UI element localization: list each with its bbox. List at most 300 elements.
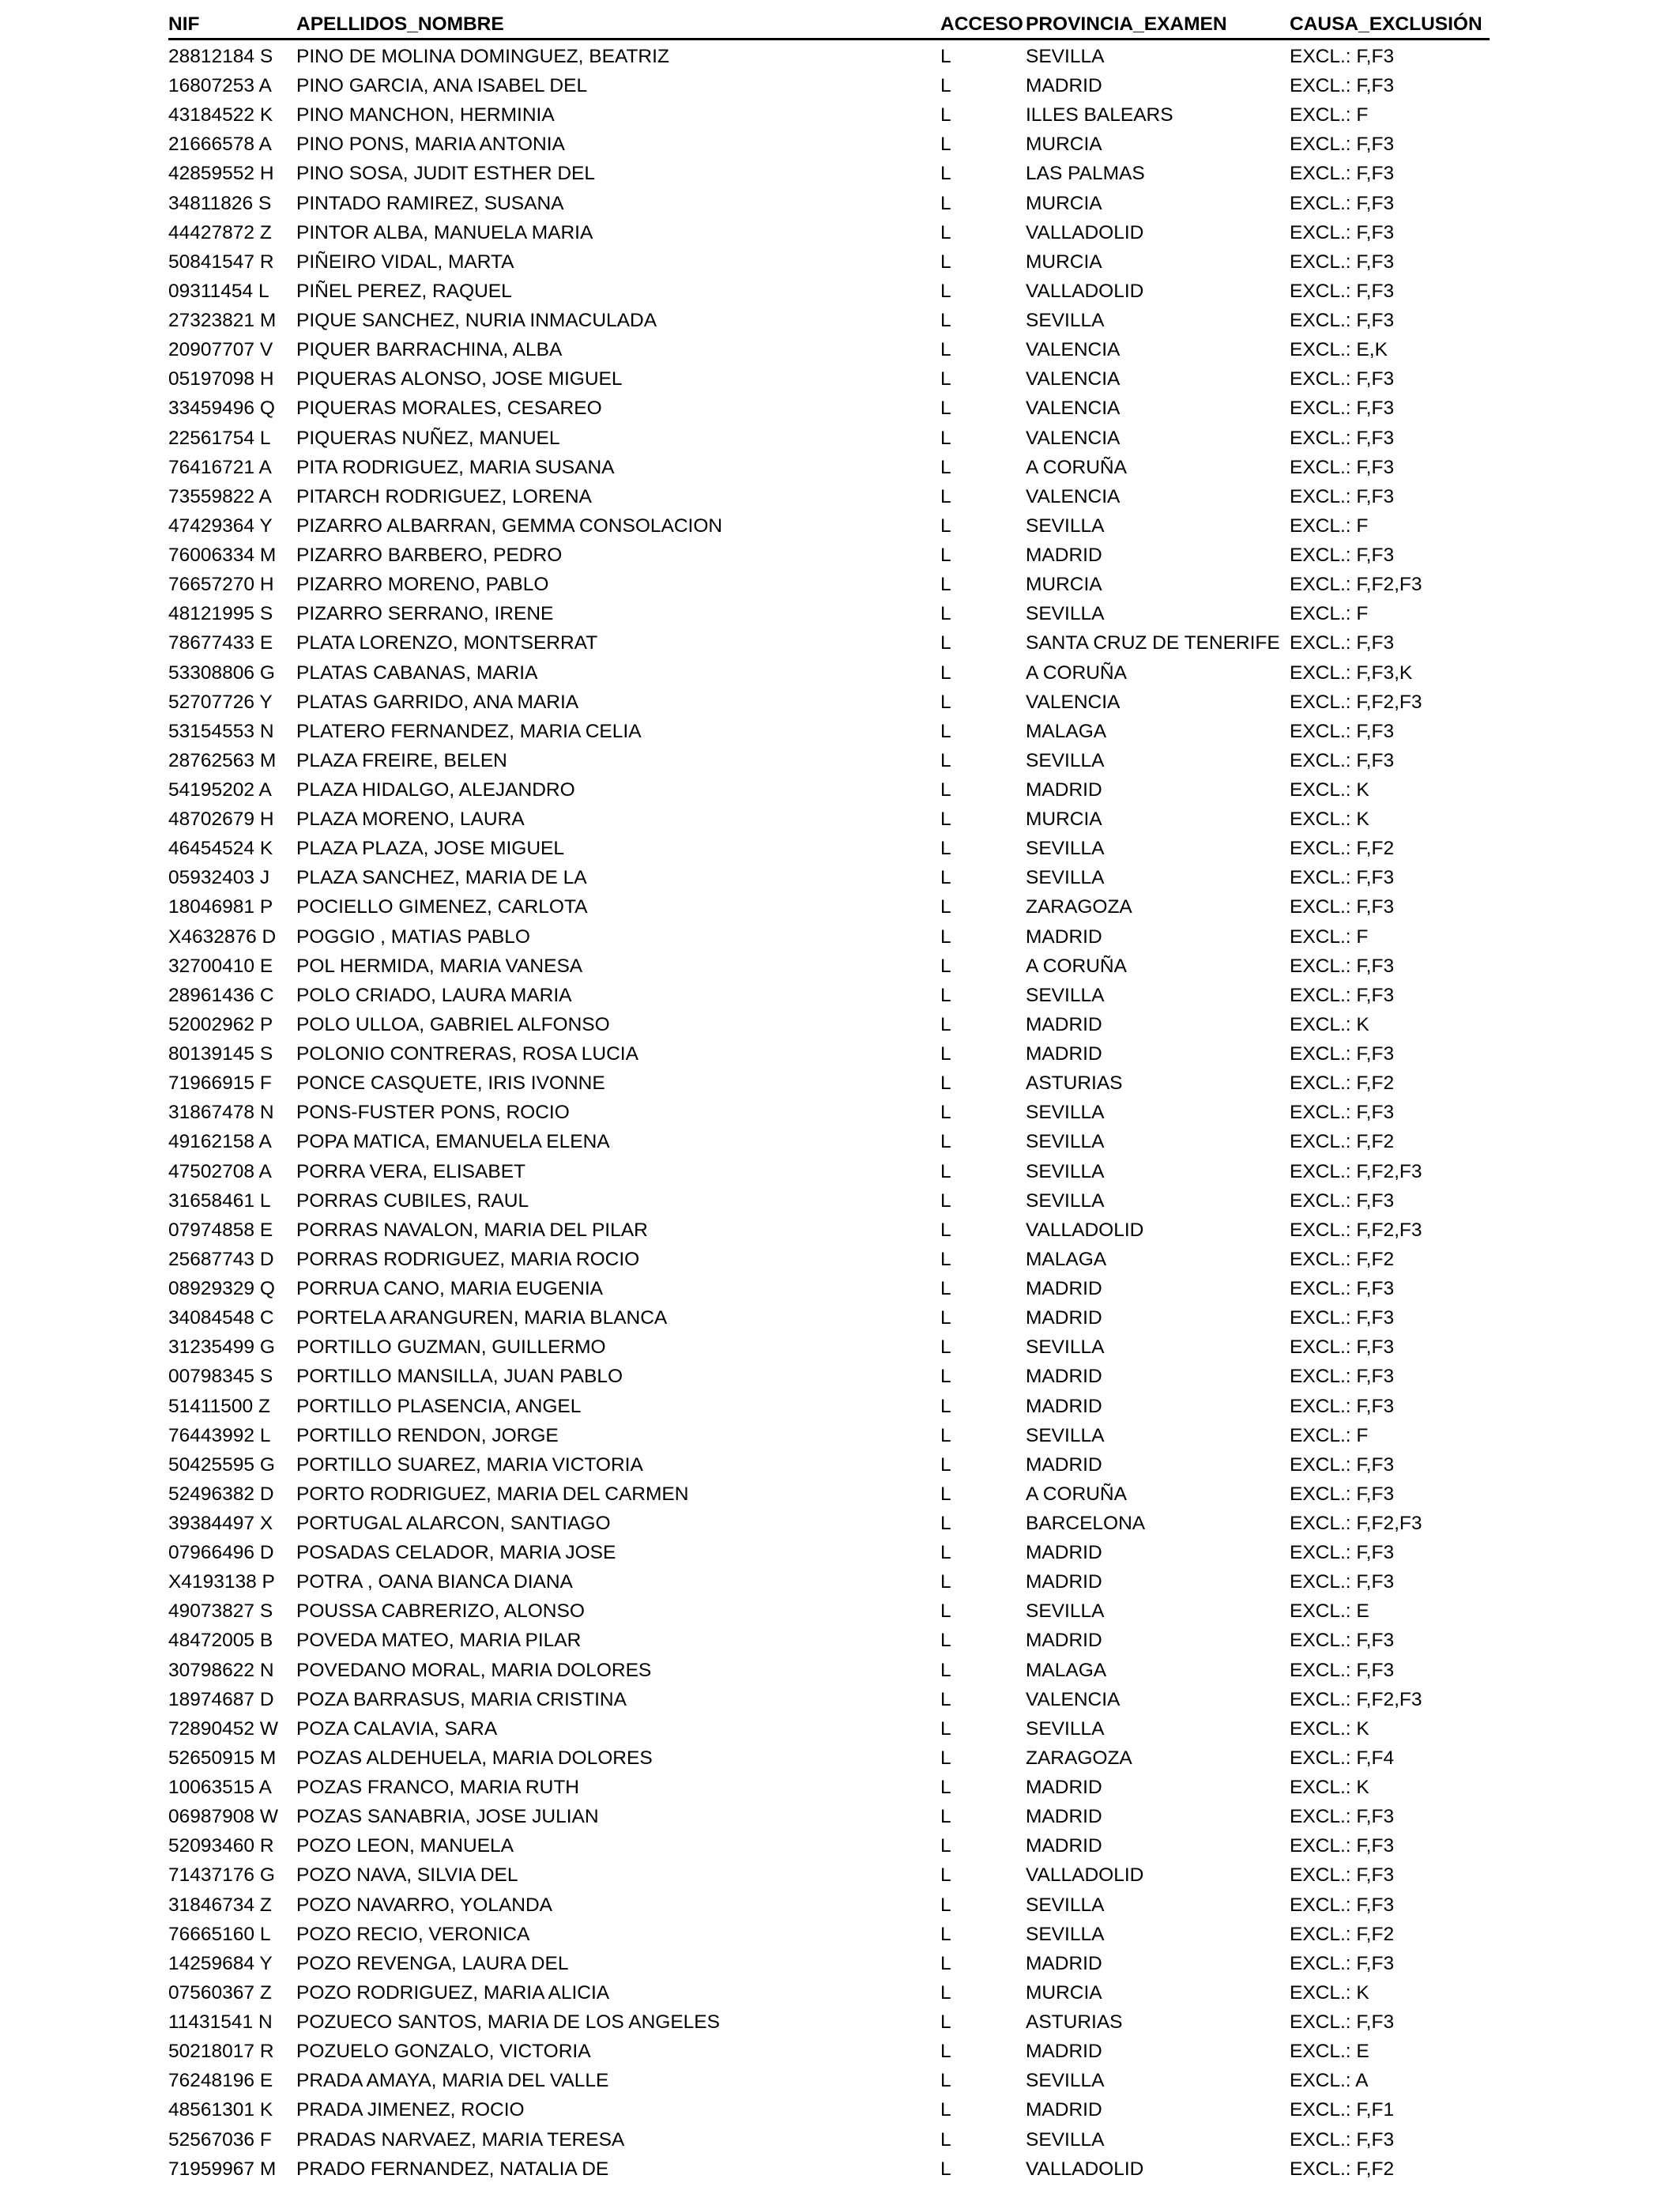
cell-acceso: L [940,955,951,977]
table-row [0,805,1680,834]
cell-apellidos-nombre: PLAZA PLAZA, JOSE MIGUEL [296,838,565,860]
cell-apellidos-nombre: PIZARRO BARBERO, PEDRO [296,545,563,567]
cell-provincia: A CORUÑA [1026,456,1127,478]
cell-provincia: MADRID [1026,1395,1102,1417]
cell-provincia: A CORUÑA [1026,955,1127,977]
cell-provincia: SEVILLA [1026,310,1105,332]
cell-nif: 07560367 Z [168,1981,272,2004]
cell-apellidos-nombre: PLATAS GARRIDO, ANA MARIA [296,691,579,713]
table-row [0,2066,1680,2095]
cell-provincia: SEVILLA [1026,1923,1105,1945]
cell-provincia: MADRID [1026,1952,1102,1974]
table-row [0,1656,1680,1685]
cell-apellidos-nombre: PLATA LORENZO, MONTSERRAT [296,632,598,654]
cell-causa-exclusion: EXCL.: K [1290,779,1369,801]
cell-acceso: L [940,75,951,97]
cell-provincia: MURCIA [1026,134,1102,156]
cell-apellidos-nombre: PIQUERAS NUÑEZ, MANUEL [296,427,560,449]
cell-nif: 50425595 G [168,1453,275,1476]
cell-provincia: LAS PALMAS [1026,163,1145,185]
table-row [0,335,1680,364]
cell-apellidos-nombre: PIQUER BARRACHINA, ALBA [296,339,563,361]
table-row [0,1069,1680,1098]
cell-provincia: SEVILLA [1026,1189,1105,1212]
table-row [0,424,1680,453]
cell-provincia: MADRID [1026,75,1102,97]
cell-provincia: VALENCIA [1026,368,1121,390]
cell-acceso: L [940,662,951,684]
cell-provincia: VALENCIA [1026,485,1121,507]
cell-acceso: L [940,1453,951,1476]
cell-nif: 50841547 R [168,251,274,273]
cell-causa-exclusion: EXCL.: F,F3 [1290,280,1395,302]
cell-nif: 53308806 G [168,662,275,684]
table-row [0,1714,1680,1744]
cell-apellidos-nombre: PORTILLO PLASENCIA, ANGEL [296,1395,582,1417]
table-row [0,1450,1680,1480]
cell-provincia: MALAGA [1026,1659,1107,1681]
cell-acceso: L [940,1630,951,1652]
table-row [0,570,1680,599]
cell-provincia: VALLADOLID [1026,221,1144,243]
cell-acceso: L [940,1072,951,1095]
cell-acceso: L [940,310,951,332]
cell-apellidos-nombre: POZAS FRANCO, MARIA RUTH [296,1777,580,1799]
cell-provincia: MURCIA [1026,574,1102,596]
cell-apellidos-nombre: POTRA , OANA BIANCA DIANA [296,1571,573,1593]
cell-causa-exclusion: EXCL.: F,F3 [1290,134,1395,156]
cell-provincia: SEVILLA [1026,1102,1105,1124]
cell-causa-exclusion: EXCL.: F,F3 [1290,1894,1395,1916]
cell-causa-exclusion: EXCL.: F,F2 [1290,2158,1395,2180]
cell-causa-exclusion: EXCL.: F,F3 [1290,1571,1395,1593]
cell-causa-exclusion: EXCL.: F,F3 [1290,456,1395,478]
cell-provincia: MALAGA [1026,1248,1107,1270]
table-row [0,306,1680,335]
cell-provincia: MALAGA [1026,720,1107,742]
cell-nif: 76006334 M [168,545,277,567]
cell-causa-exclusion: EXCL.: F,F3 [1290,2128,1395,2151]
cell-provincia: SEVILLA [1026,1131,1105,1153]
table-row [0,1773,1680,1802]
cell-apellidos-nombre: PRADAS NARVAEZ, MARIA TERESA [296,2128,625,2151]
cell-apellidos-nombre: PORRA VERA, ELISABET [296,1160,526,1182]
table-row [0,628,1680,658]
table-header [0,9,1680,39]
table-row [0,2154,1680,2184]
cell-provincia: SEVILLA [1026,984,1105,1006]
table-row [0,277,1680,306]
cell-nif: 72890452 W [168,1717,278,1740]
cell-causa-exclusion: EXCL.: F,F3 [1290,1366,1395,1388]
cell-acceso: L [940,1777,951,1799]
cell-causa-exclusion: EXCL.: F,F3 [1290,1336,1395,1359]
table-row [0,658,1680,688]
table-row [0,541,1680,570]
cell-provincia: SEVILLA [1026,749,1105,771]
cell-apellidos-nombre: POZO RECIO, VERONICA [296,1923,530,1945]
cell-apellidos-nombre: PIÑEL PEREZ, RAQUEL [296,280,512,302]
cell-apellidos-nombre: POZA CALAVIA, SARA [296,1717,498,1740]
table-row [0,482,1680,511]
cell-apellidos-nombre: POL HERMIDA, MARIA VANESA [296,955,583,977]
cell-acceso: L [940,368,951,390]
cell-causa-exclusion: EXCL.: F,F3 [1290,720,1395,742]
cell-nif: 30798622 N [168,1659,274,1681]
cell-provincia: SEVILLA [1026,838,1105,860]
cell-acceso: L [940,1806,951,1828]
table-row [0,130,1680,159]
cell-provincia: MADRID [1026,1835,1102,1857]
cell-provincia: VALENCIA [1026,427,1121,449]
cell-provincia: MURCIA [1026,251,1102,273]
cell-acceso: L [940,251,951,273]
cell-apellidos-nombre: PINTADO RAMIREZ, SUSANA [296,192,564,214]
cell-apellidos-nombre: POLO CRIADO, LAURA MARIA [296,984,572,1006]
cell-provincia: VALENCIA [1026,1688,1121,1710]
cell-causa-exclusion: EXCL.: F,F3 [1290,1630,1395,1652]
cell-causa-exclusion: EXCL.: F,F4 [1290,1747,1395,1769]
cell-nif: 22561754 L [168,427,271,449]
cell-nif: 52567036 F [168,2128,272,2151]
cell-acceso: L [940,1219,951,1241]
cell-causa-exclusion: EXCL.: A [1290,2070,1369,2092]
cell-acceso: L [940,192,951,214]
cell-nif: 52093460 R [168,1835,274,1857]
cell-provincia: MADRID [1026,1453,1102,1476]
cell-nif: 44427872 Z [168,221,272,243]
cell-acceso: L [940,720,951,742]
cell-acceso: L [940,1747,951,1769]
cell-provincia: ASTURIAS [1026,2011,1123,2034]
cell-nif: 47502708 A [168,1160,272,1182]
cell-nif: 16807253 A [168,75,272,97]
cell-acceso: L [940,1366,951,1388]
table-row [0,1860,1680,1890]
cell-nif: 48702679 H [168,809,274,831]
cell-acceso: L [940,838,951,860]
cell-provincia: SEVILLA [1026,1600,1105,1623]
cell-causa-exclusion: EXCL.: F,F3,K [1290,662,1413,684]
cell-nif: 42859552 H [168,163,274,185]
cell-provincia: MADRID [1026,1777,1102,1799]
cell-provincia: ZARAGOZA [1026,896,1132,918]
cell-nif: 34084548 C [168,1307,274,1329]
cell-causa-exclusion: EXCL.: F,F3 [1290,221,1395,243]
cell-nif: 48472005 B [168,1630,273,1652]
table-row [0,952,1680,981]
cell-acceso: L [940,1248,951,1270]
cell-provincia: MADRID [1026,1806,1102,1828]
cell-provincia: MURCIA [1026,1981,1102,2004]
cell-causa-exclusion: EXCL.: F,F3 [1290,46,1395,67]
cell-causa-exclusion: EXCL.: F,F3 [1290,1395,1395,1417]
cell-provincia: A CORUÑA [1026,662,1127,684]
cell-apellidos-nombre: POVEDANO MORAL, MARIA DOLORES [296,1659,652,1681]
cell-causa-exclusion: EXCL.: F,F3 [1290,1102,1395,1124]
cell-acceso: L [940,1659,951,1681]
cell-nif: 32700410 E [168,955,273,977]
cell-nif: 51411500 Z [168,1395,270,1417]
table-row [0,1303,1680,1333]
cell-nif: 25687743 D [168,1248,274,1270]
cell-nif: 54195202 A [168,779,272,801]
cell-acceso: L [940,632,951,654]
header-provincia-examen: PROVINCIA_EXAMEN [1026,13,1227,35]
cell-nif: 00798345 S [168,1366,273,1388]
cell-nif: 71966915 F [168,1072,272,1095]
cell-provincia: SEVILLA [1026,2070,1105,2092]
cell-nif: 10063515 A [168,1777,272,1799]
cell-nif: 09311454 L [168,280,269,302]
cell-provincia: MADRID [1026,779,1102,801]
cell-apellidos-nombre: PIQUERAS MORALES, CESAREO [296,398,602,420]
table-row [0,511,1680,541]
cell-acceso: L [940,925,951,948]
cell-apellidos-nombre: POZAS ALDEHUELA, MARIA DOLORES [296,1747,653,1769]
cell-causa-exclusion: EXCL.: F,F2 [1290,1131,1395,1153]
cell-causa-exclusion: EXCL.: F,F2,F3 [1290,691,1422,713]
cell-nif: 52707726 Y [168,691,273,713]
table-row [0,688,1680,717]
cell-provincia: SEVILLA [1026,2128,1105,2151]
table-row [0,1039,1680,1069]
cell-provincia: VALLADOLID [1026,2158,1144,2180]
cell-acceso: L [940,1571,951,1593]
table-row [0,1802,1680,1831]
cell-apellidos-nombre: PITA RODRIGUEZ, MARIA SUSANA [296,456,615,478]
cell-nif: 47429364 Y [168,515,273,537]
cell-provincia: MADRID [1026,2099,1102,2121]
cell-acceso: L [940,1513,951,1534]
cell-acceso: L [940,1542,951,1564]
cell-nif: 49162158 A [168,1131,272,1153]
cell-apellidos-nombre: PIZARRO SERRANO, IRENE [296,603,554,625]
cell-causa-exclusion: EXCL.: F,F3 [1290,1542,1395,1564]
cell-provincia: MADRID [1026,1013,1102,1035]
cell-nif: 52002962 P [168,1013,273,1035]
table-row [0,1245,1680,1274]
cell-causa-exclusion: EXCL.: E [1290,1600,1369,1623]
cell-acceso: L [940,1864,951,1887]
table-row [0,1098,1680,1127]
cell-nif: 31235499 G [168,1336,275,1359]
cell-apellidos-nombre: POZO NAVARRO, YOLANDA [296,1894,553,1916]
cell-causa-exclusion: EXCL.: F,F3 [1290,1864,1395,1887]
cell-nif: 50218017 R [168,2041,274,2063]
table-row [0,599,1680,628]
cell-nif: 39384497 X [168,1513,273,1534]
cell-causa-exclusion: EXCL.: F,F3 [1290,1189,1395,1212]
cell-nif: 76248196 E [168,2070,273,2092]
cell-causa-exclusion: EXCL.: F,F3 [1290,310,1395,332]
table-row [0,1538,1680,1567]
cell-acceso: L [940,749,951,771]
cell-acceso: L [940,1952,951,1974]
cell-apellidos-nombre: POVEDA MATEO, MARIA PILAR [296,1630,582,1652]
cell-apellidos-nombre: POPA MATICA, EMANUELA ELENA [296,1131,610,1153]
cell-causa-exclusion: EXCL.: F,F3 [1290,163,1395,185]
table-row [0,892,1680,922]
cell-nif: X4632876 D [168,925,277,948]
cell-apellidos-nombre: POZUECO SANTOS, MARIA DE LOS ANGELES [296,2011,720,2034]
cell-apellidos-nombre: POZA BARRASUS, MARIA CRISTINA [296,1688,627,1710]
cell-causa-exclusion: EXCL.: F,F3 [1290,749,1395,771]
cell-apellidos-nombre: POGGIO , MATIAS PABLO [296,925,530,948]
cell-provincia: MADRID [1026,1366,1102,1388]
cell-apellidos-nombre: PINO DE MOLINA DOMINGUEZ, BEATRIZ [296,46,669,67]
cell-apellidos-nombre: POCIELLO GIMENEZ, CARLOTA [296,896,588,918]
cell-nif: 76443992 L [168,1424,271,1446]
cell-apellidos-nombre: POZO REVENGA, LAURA DEL [296,1952,569,1974]
cell-causa-exclusion: EXCL.: F,F3 [1290,368,1395,390]
cell-causa-exclusion: EXCL.: K [1290,809,1369,831]
table-row [0,922,1680,952]
table-row [0,1626,1680,1655]
table-row [0,1186,1680,1216]
cell-acceso: L [940,1395,951,1417]
cell-provincia: A CORUÑA [1026,1483,1127,1505]
cell-apellidos-nombre: PIÑEIRO VIDAL, MARTA [296,251,514,273]
cell-apellidos-nombre: PORTILLO SUAREZ, MARIA VICTORIA [296,1453,643,1476]
cell-apellidos-nombre: POSADAS CELADOR, MARIA JOSE [296,1542,616,1564]
cell-nif: 14259684 Y [168,1952,273,1974]
cell-acceso: L [940,1923,951,1945]
cell-causa-exclusion: EXCL.: F,F3 [1290,545,1395,567]
cell-causa-exclusion: EXCL.: F,F3 [1290,867,1395,889]
cell-apellidos-nombre: PLATERO FERNANDEZ, MARIA CELIA [296,720,642,742]
cell-apellidos-nombre: PORRAS RODRIGUEZ, MARIA ROCIO [296,1248,640,1270]
header-acceso: ACCESO [940,13,1023,35]
cell-acceso: L [940,456,951,478]
cell-acceso: L [940,2158,951,2180]
cell-nif: 27323821 M [168,310,277,332]
cell-acceso: L [940,1336,951,1359]
cell-causa-exclusion: EXCL.: K [1290,1981,1369,2004]
cell-acceso: L [940,46,951,67]
cell-acceso: L [940,280,951,302]
cell-acceso: L [940,1278,951,1300]
cell-apellidos-nombre: PINO PONS, MARIA ANTONIA [296,134,565,156]
cell-apellidos-nombre: PORTILLO GUZMAN, GUILLERMO [296,1336,606,1359]
cell-nif: 28762563 M [168,749,277,771]
cell-nif: 48561301 K [168,2099,273,2121]
cell-provincia: MURCIA [1026,192,1102,214]
cell-apellidos-nombre: PRADA JIMENEZ, ROCIO [296,2099,525,2121]
cell-causa-exclusion: EXCL.: F,F3 [1290,632,1395,654]
cell-acceso: L [940,1717,951,1740]
table-row [0,189,1680,218]
cell-nif: 28961436 C [168,984,274,1006]
table-row [0,1920,1680,1949]
cell-causa-exclusion: EXCL.: F,F3 [1290,1659,1395,1681]
cell-causa-exclusion: EXCL.: F,F3 [1290,398,1395,420]
header-apellidos-nombre: APELLIDOS_NOMBRE [296,13,504,35]
table-row [0,2125,1680,2154]
table-row [0,1362,1680,1391]
cell-nif: 43184522 K [168,104,273,126]
table-row [0,1596,1680,1626]
cell-causa-exclusion: EXCL.: F,F2,F3 [1290,574,1422,596]
table-row [0,1978,1680,2007]
cell-provincia: MURCIA [1026,809,1102,831]
cell-acceso: L [940,779,951,801]
table-row [0,746,1680,775]
cell-nif: 76657270 H [168,574,274,596]
cell-acceso: L [940,1424,951,1446]
cell-apellidos-nombre: POZO LEON, MANUELA [296,1835,514,1857]
cell-nif: 07974858 E [168,1219,273,1241]
table-row [0,394,1680,423]
cell-provincia: BARCELONA [1026,1513,1146,1534]
header-nif: NIF [168,13,200,35]
cell-acceso: L [940,867,951,889]
cell-causa-exclusion: EXCL.: F,F3 [1290,251,1395,273]
cell-acceso: L [940,545,951,567]
table-row [0,1157,1680,1186]
table-row [0,218,1680,247]
cell-causa-exclusion: EXCL.: F,F2 [1290,838,1395,860]
cell-nif: 46454524 K [168,838,273,860]
table-row [0,159,1680,188]
table-row [0,775,1680,805]
table-row [0,1831,1680,1860]
table-row [0,1392,1680,1421]
cell-causa-exclusion: EXCL.: F,F3 [1290,192,1395,214]
table-row [0,863,1680,892]
cell-causa-exclusion: EXCL.: F,F3 [1290,1453,1395,1476]
cell-acceso: L [940,515,951,537]
cell-acceso: L [940,603,951,625]
cell-acceso: L [940,2041,951,2063]
cell-acceso: L [940,1600,951,1623]
cell-causa-exclusion: EXCL.: F,F3 [1290,75,1395,97]
cell-provincia: ILLES BALEARS [1026,104,1173,126]
cell-apellidos-nombre: PLAZA SANCHEZ, MARIA DE LA [296,867,587,889]
header-causa-exclusion: CAUSA_EXCLUSIÓN [1290,13,1482,35]
cell-acceso: L [940,896,951,918]
cell-apellidos-nombre: POZAS SANABRIA, JOSE JULIAN [296,1806,599,1828]
cell-nif: 71959967 M [168,2158,277,2180]
cell-nif: 49073827 S [168,1600,273,1623]
table-row [0,834,1680,863]
cell-apellidos-nombre: PORRAS CUBILES, RAUL [296,1189,529,1212]
cell-acceso: L [940,134,951,156]
table-row [0,1480,1680,1509]
cell-acceso: L [940,427,951,449]
cell-acceso: L [940,163,951,185]
cell-acceso: L [940,339,951,361]
cell-apellidos-nombre: PINO MANCHON, HERMINIA [296,104,555,126]
table-row [0,1421,1680,1450]
cell-apellidos-nombre: PORTILLO MANSILLA, JUAN PABLO [296,1366,623,1388]
cell-apellidos-nombre: PRADO FERNANDEZ, NATALIA DE [296,2158,609,2180]
cell-provincia: MADRID [1026,1571,1102,1593]
cell-provincia: MADRID [1026,1307,1102,1329]
cell-provincia: SEVILLA [1026,1160,1105,1182]
cell-causa-exclusion: EXCL.: F,F2,F3 [1290,1513,1422,1534]
cell-acceso: L [940,1835,951,1857]
table-row [0,1010,1680,1039]
cell-apellidos-nombre: POZO RODRIGUEZ, MARIA ALICIA [296,1981,610,2004]
cell-nif: 18974687 D [168,1688,274,1710]
cell-provincia: ASTURIAS [1026,1072,1123,1095]
table-row [0,453,1680,482]
cell-nif: 31658461 L [168,1189,271,1212]
cell-provincia: SEVILLA [1026,1894,1105,1916]
table-row [0,2095,1680,2124]
table-row [0,247,1680,277]
